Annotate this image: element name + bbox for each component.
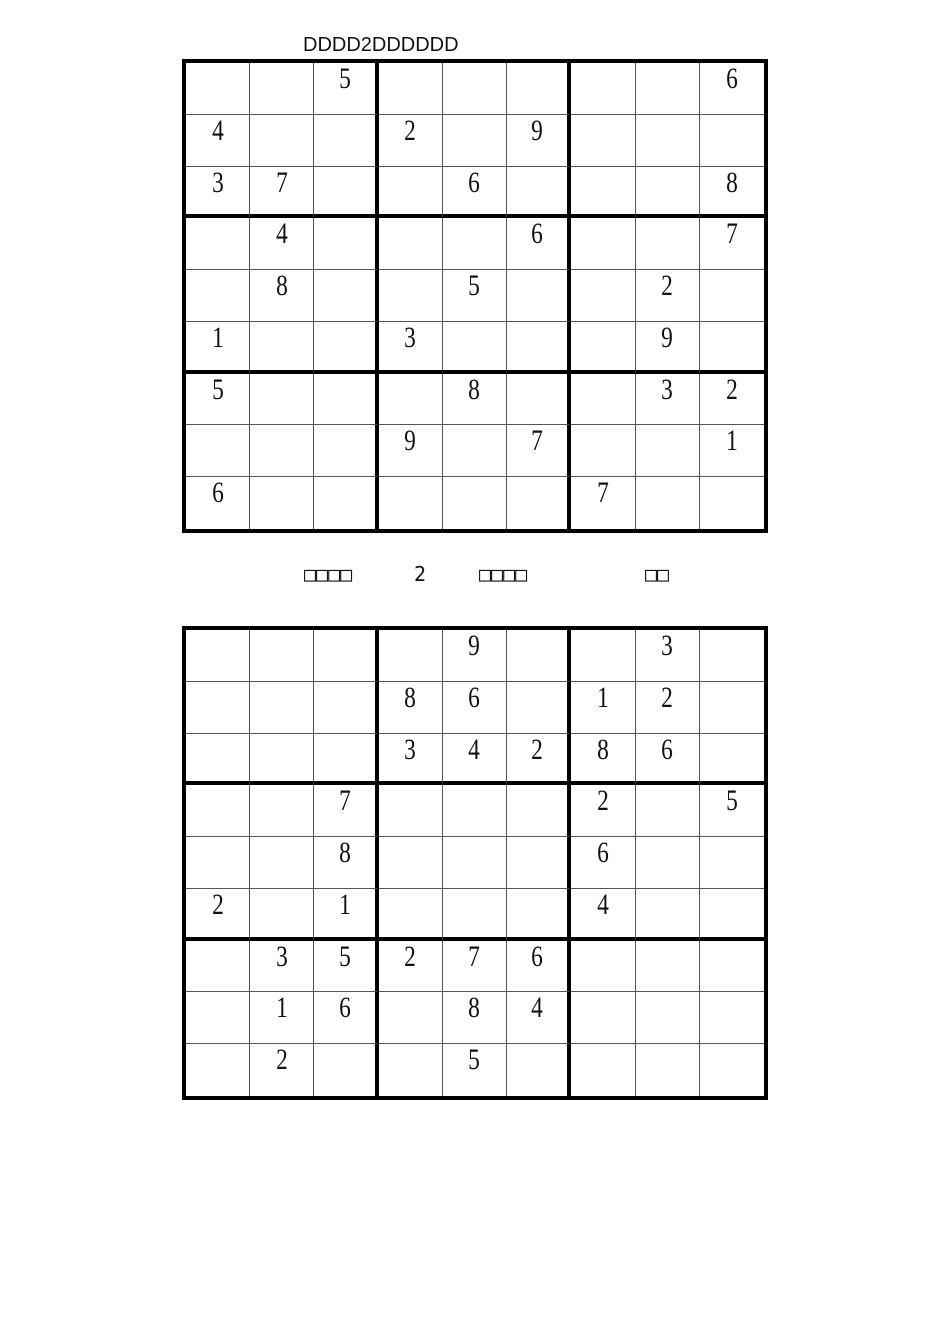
sudoku-cell (379, 734, 443, 786)
sudoku-cell (700, 425, 764, 477)
sudoku-cell (186, 63, 250, 115)
sudoku-cell (379, 425, 443, 477)
sudoku-cell (314, 63, 378, 115)
sudoku-cell (507, 477, 571, 529)
cell-digit: 8 (468, 372, 481, 406)
cell-digit: 5 (726, 784, 738, 818)
sudoku-cell (571, 63, 635, 115)
sudoku-cell (443, 322, 507, 374)
sudoku-cell (507, 682, 571, 734)
sudoku-cell (250, 167, 314, 219)
cell-digit: 3 (404, 320, 417, 354)
cell-digit: 2 (211, 887, 224, 921)
sudoku-cell (636, 477, 700, 529)
cell-digit: 4 (275, 217, 288, 251)
sudoku-cell (636, 425, 700, 477)
sudoku-cell (379, 167, 443, 219)
sudoku-cell (186, 630, 250, 682)
sudoku-cell (700, 992, 764, 1044)
sudoku-cell (186, 889, 250, 941)
sudoku-cell (443, 63, 507, 115)
sudoku-cell (443, 734, 507, 786)
sudoku-cell (507, 837, 571, 889)
sudoku-cell (636, 167, 700, 219)
sudoku-cell (636, 322, 700, 374)
sudoku-cell (636, 992, 700, 1044)
sudoku-cell (314, 630, 378, 682)
sudoku-cell (443, 374, 507, 426)
sudoku-cell (250, 218, 314, 270)
sudoku-cell (186, 218, 250, 270)
sudoku-cell (250, 115, 314, 167)
cell-digit: 2 (597, 784, 609, 818)
cell-digit: 4 (531, 991, 544, 1025)
cell-digit: 7 (275, 165, 288, 199)
cell-digit: 6 (726, 62, 738, 95)
sudoku-grid-1 (182, 59, 768, 533)
sudoku-cell (571, 734, 635, 786)
sudoku-cell (636, 1044, 700, 1096)
cell-digit: 8 (468, 991, 481, 1025)
sudoku-cell (700, 785, 764, 837)
sudoku-cell (186, 115, 250, 167)
sudoku-cell (314, 322, 378, 374)
cell-digit: 2 (404, 113, 417, 147)
sudoku-cell (571, 374, 635, 426)
cell-digit: 1 (597, 680, 609, 714)
sudoku-grid-2 (182, 626, 768, 1100)
cell-digit: 4 (597, 887, 609, 921)
cell-digit: 6 (468, 165, 481, 199)
cell-digit: 4 (468, 732, 481, 766)
cell-digit: 6 (531, 939, 544, 973)
cell-digit: 8 (338, 836, 351, 870)
sudoku-cell (571, 682, 635, 734)
sudoku-cell (700, 889, 764, 941)
sudoku-cell (250, 992, 314, 1044)
cell-digit: 3 (661, 372, 674, 406)
sudoku-cell (379, 63, 443, 115)
sudoku-cell (314, 992, 378, 1044)
sudoku-cell (443, 941, 507, 993)
sudoku-cell (186, 941, 250, 993)
cell-digit: 5 (338, 939, 351, 973)
sudoku-cell (314, 837, 378, 889)
cell-digit: 2 (661, 680, 674, 714)
cell-digit: 4 (211, 113, 224, 147)
cell-digit: 8 (275, 269, 288, 303)
sudoku-cell (700, 682, 764, 734)
sudoku-cell (507, 734, 571, 786)
sudoku-cell (571, 425, 635, 477)
cell-digit: 6 (661, 732, 674, 766)
sudoku-cell (379, 477, 443, 529)
sudoku-cell (314, 785, 378, 837)
sudoku-cell (507, 992, 571, 1044)
sudoku-cell (186, 1044, 250, 1096)
sudoku-cell (443, 630, 507, 682)
sudoku-cell (443, 889, 507, 941)
sudoku-cell (250, 425, 314, 477)
sudoku-cell (379, 992, 443, 1044)
sudoku-cell (314, 889, 378, 941)
sudoku-cell (186, 374, 250, 426)
sudoku-cell (507, 167, 571, 219)
sudoku-cell (250, 785, 314, 837)
sudoku-cell (314, 682, 378, 734)
sudoku-cell (250, 270, 314, 322)
sudoku-cell (314, 734, 378, 786)
cell-digit: 3 (211, 165, 224, 199)
sudoku-cell (250, 322, 314, 374)
sudoku-cell (571, 1044, 635, 1096)
sudoku-cell (379, 682, 443, 734)
sudoku-cell (186, 837, 250, 889)
sudoku-cell (379, 270, 443, 322)
cell-digit: 6 (211, 476, 224, 510)
cell-digit: 5 (211, 372, 224, 406)
sudoku-cell (700, 477, 764, 529)
sudoku-cell (250, 734, 314, 786)
cell-digit: 3 (661, 629, 674, 662)
sudoku-cell (700, 941, 764, 993)
sudoku-cell (250, 63, 314, 115)
sudoku-cell (443, 167, 507, 219)
sudoku-cell (571, 167, 635, 219)
sudoku-cell (507, 115, 571, 167)
cell-digit: 7 (338, 784, 351, 818)
sudoku-cell (443, 270, 507, 322)
sudoku-cell (636, 63, 700, 115)
sudoku-cell (507, 322, 571, 374)
sudoku-cell (700, 63, 764, 115)
sudoku-cell (186, 785, 250, 837)
sudoku-cell (571, 837, 635, 889)
sudoku-cell (250, 682, 314, 734)
cell-digit: 1 (275, 991, 288, 1025)
cell-digit: 5 (338, 62, 351, 95)
sudoku-cell (443, 115, 507, 167)
sudoku-cell (571, 115, 635, 167)
sudoku-cell (636, 374, 700, 426)
sudoku-cell (443, 992, 507, 1044)
sudoku-cell (314, 115, 378, 167)
caption-number: 2 (414, 562, 427, 586)
sudoku-cell (700, 218, 764, 270)
cell-digit: 7 (726, 217, 738, 251)
sudoku-cell (636, 682, 700, 734)
sudoku-cell (507, 63, 571, 115)
sudoku-cell (379, 785, 443, 837)
sudoku-cell (250, 941, 314, 993)
cell-digit: 7 (531, 424, 544, 458)
sudoku-cell (507, 630, 571, 682)
sudoku-cell (571, 630, 635, 682)
sudoku-cell (636, 630, 700, 682)
sudoku-cell (314, 941, 378, 993)
sudoku-cell (443, 837, 507, 889)
sudoku-cell (443, 425, 507, 477)
cell-digit: 2 (404, 939, 417, 973)
sudoku-cell (186, 322, 250, 374)
cell-digit: 3 (404, 732, 417, 766)
sudoku-cell (636, 785, 700, 837)
sudoku-cell (700, 630, 764, 682)
sudoku-cell (507, 270, 571, 322)
sudoku-cell (186, 682, 250, 734)
sudoku-cell (379, 374, 443, 426)
sudoku-cell (186, 992, 250, 1044)
sudoku-cell (250, 889, 314, 941)
sudoku-cell (443, 218, 507, 270)
sudoku-cell (250, 630, 314, 682)
sudoku-cell (314, 218, 378, 270)
cell-digit: 1 (726, 424, 738, 458)
sudoku-cell (571, 785, 635, 837)
sudoku-cell (700, 1044, 764, 1096)
sudoku-cell (379, 941, 443, 993)
puzzle-caption (0, 562, 950, 592)
sudoku-cell (250, 837, 314, 889)
cell-digit: 8 (597, 732, 609, 766)
sudoku-cell (250, 477, 314, 529)
sudoku-cell (700, 322, 764, 374)
cell-digit: 7 (468, 939, 481, 973)
cell-digit: 9 (468, 629, 481, 662)
sudoku-cell (186, 270, 250, 322)
cell-digit: 6 (597, 836, 609, 870)
sudoku-cell (379, 837, 443, 889)
cell-digit: 2 (531, 732, 544, 766)
sudoku-cell (571, 270, 635, 322)
cell-digit: 1 (338, 887, 351, 921)
cell-digit: 9 (404, 424, 417, 458)
sudoku-cell (636, 218, 700, 270)
cell-digit: 9 (661, 320, 674, 354)
sudoku-cell (507, 889, 571, 941)
sudoku-cell (571, 889, 635, 941)
cell-digit: 6 (338, 991, 351, 1025)
cell-digit: 1 (211, 320, 224, 354)
sudoku-cell (700, 837, 764, 889)
sudoku-cell (379, 889, 443, 941)
cell-digit: 8 (726, 165, 738, 199)
sudoku-cell (571, 941, 635, 993)
caption-text-1: □□□□ (304, 562, 353, 586)
cell-digit: 5 (468, 269, 481, 303)
sudoku-cell (507, 941, 571, 993)
sudoku-cell (700, 374, 764, 426)
sudoku-cell (636, 270, 700, 322)
sudoku-cell (700, 270, 764, 322)
sudoku-cell (636, 115, 700, 167)
sudoku-cell (507, 374, 571, 426)
sudoku-cell (571, 322, 635, 374)
sudoku-cell (507, 218, 571, 270)
sudoku-cell (379, 218, 443, 270)
sudoku-cell (314, 477, 378, 529)
sudoku-cell (507, 425, 571, 477)
sudoku-cell (443, 477, 507, 529)
sudoku-cell (700, 115, 764, 167)
cell-digit: 2 (661, 269, 674, 303)
sudoku-cell (443, 1044, 507, 1096)
sudoku-cell (186, 425, 250, 477)
sudoku-cell (314, 270, 378, 322)
cell-digit: 8 (404, 680, 417, 714)
caption-text-3: □□ (645, 562, 670, 586)
cell-digit: 5 (468, 1043, 481, 1077)
sudoku-cell (571, 992, 635, 1044)
cell-digit: 2 (726, 372, 738, 406)
sudoku-cell (571, 477, 635, 529)
sudoku-cell (700, 167, 764, 219)
cell-digit: 7 (597, 476, 609, 510)
sudoku-cell (186, 734, 250, 786)
sudoku-cell (507, 1044, 571, 1096)
sudoku-cell (379, 630, 443, 682)
sudoku-cell (379, 322, 443, 374)
cell-digit: 9 (531, 113, 544, 147)
sudoku-cell (443, 785, 507, 837)
sudoku-cell (636, 889, 700, 941)
cell-digit: 6 (531, 217, 544, 251)
cell-digit: 3 (275, 939, 288, 973)
sudoku-cell (379, 115, 443, 167)
sudoku-cell (379, 1044, 443, 1096)
sudoku-cell (700, 734, 764, 786)
sudoku-cell (314, 425, 378, 477)
sudoku-cell (314, 1044, 378, 1096)
page-heading: DDDD2DDDDDD (303, 34, 459, 56)
sudoku-cell (250, 374, 314, 426)
sudoku-cell (636, 734, 700, 786)
sudoku-cell (186, 477, 250, 529)
sudoku-cell (443, 682, 507, 734)
sudoku-cell (186, 167, 250, 219)
sudoku-cell (314, 374, 378, 426)
cell-digit: 6 (468, 680, 481, 714)
caption-text-2: □□□□ (479, 562, 528, 586)
sudoku-cell (250, 1044, 314, 1096)
cell-digit: 2 (275, 1043, 288, 1077)
sudoku-cell (314, 167, 378, 219)
sudoku-cell (507, 785, 571, 837)
sudoku-cell (636, 941, 700, 993)
sudoku-cell (571, 218, 635, 270)
sudoku-cell (636, 837, 700, 889)
